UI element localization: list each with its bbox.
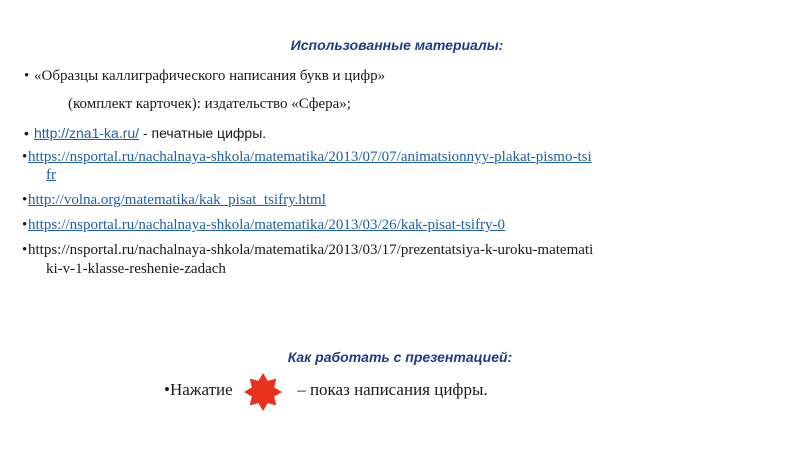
item6-line2: ki-v-1-klasse-reshenie-zadach: [46, 261, 226, 277]
link-zna1[interactable]: http://zna1-ka.ru/: [34, 125, 140, 141]
bullet: •: [22, 217, 28, 233]
item6-line1: https://nsportal.ru/nachalnaya-shkola/matematika/2013/03/17/prezentatsiya-k-uroku-matemati: [28, 242, 594, 258]
list-item: [22, 215, 505, 235]
item3-line2: [46, 165, 56, 185]
link-nsportal-kak-pisat[interactable]: https://nsportal.ru/nachalnaya-shkola/matematika/2013/03/26/kak-pisat-tsifry-0: [28, 217, 505, 233]
list-item: [24, 123, 266, 143]
usage-title: Как работать с презентацией:: [287, 349, 513, 365]
list-item: [24, 66, 385, 86]
bullet: •: [22, 242, 28, 258]
item1-line1: «Образцы каллиграфического написания букв и цифр»: [34, 68, 386, 84]
usage-line: [164, 380, 488, 401]
list-item: [22, 147, 592, 167]
link-nsportal-plakat[interactable]: https://nsportal.ru/nachalnaya-shkola/matematika/2013/07/07/animatsionnyy-plakat-pismo-tsi: [28, 149, 592, 165]
list-item: [22, 190, 326, 210]
bullet: •: [22, 149, 28, 165]
bullet: •: [24, 125, 29, 141]
item1-line2: (комплект карточек): издательство «Сфера»;: [68, 96, 351, 112]
bullet: •: [24, 68, 30, 84]
bullet: •: [164, 380, 170, 399]
link-volna[interactable]: http://volna.org/matematika/kak_pisat_tsifry.html: [28, 192, 326, 208]
bullet: •: [22, 192, 28, 208]
materials-title: Использованные материалы:: [290, 37, 504, 53]
item2-text: - печатные цифры.: [139, 125, 267, 141]
list-item: [22, 240, 593, 260]
star-button-slot: [237, 381, 293, 401]
star-icon[interactable]: [243, 372, 283, 412]
link-nsportal-plakat-cont[interactable]: fr: [46, 167, 56, 183]
usage-suffix: – показ написания цифры.: [297, 380, 488, 399]
usage-prefix: Нажатие: [169, 380, 233, 399]
